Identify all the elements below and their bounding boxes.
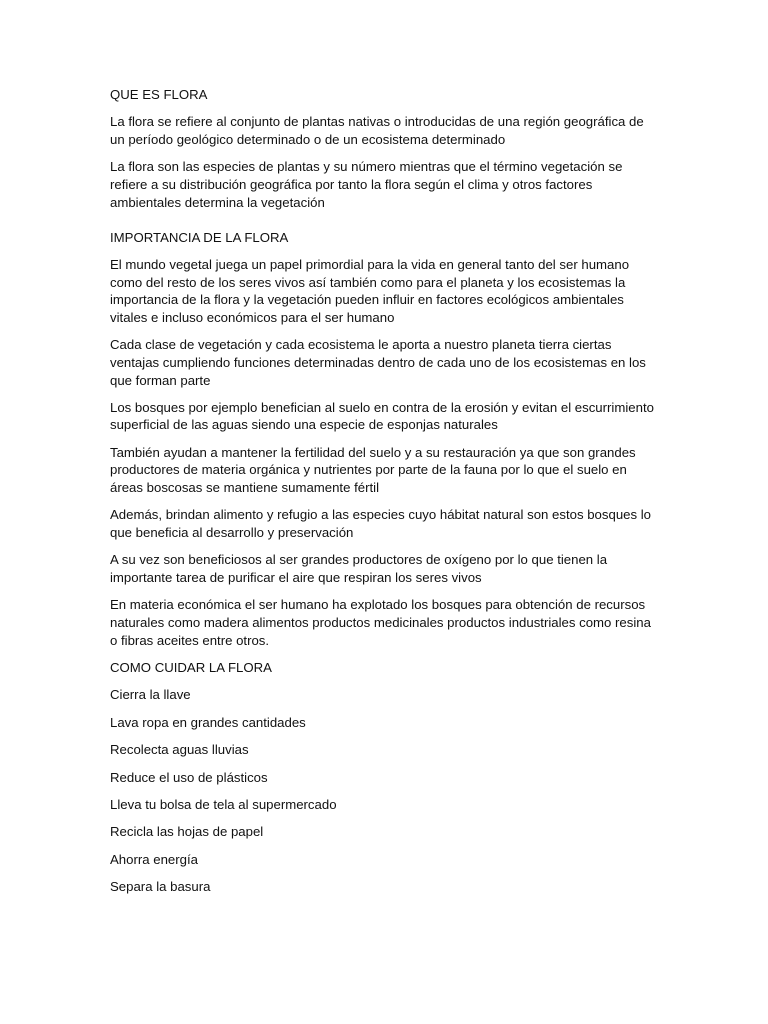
list-item: Lleva tu bolsa de tela al supermercado (110, 796, 337, 812)
list-item: Reduce el uso de plásticos (110, 769, 268, 785)
paragraph: En materia económica el ser humano ha explotado los bosques para obtención de recursos naturales como madera alimentos productos medicinales productos industriales como resina o fibras aceites entre otros. (110, 597, 651, 648)
list-item: Ahorra energía (110, 851, 198, 867)
document-body (110, 86, 660, 906)
list-item: Separa la basura (110, 879, 211, 895)
list-item: Cierra la llave (110, 687, 191, 703)
paragraph: A su vez son beneficiosos al ser grandes productores de oxígeno por lo que tienen la importante tarea de purificar el aire que respiran los seres vivos (110, 552, 608, 586)
paragraph: También ayudan a mantener la fertilidad del suelo y a su restauración ya que son grandes productores de materia orgánica y nutrientes por parte de la fauna por lo que el suelo en áreas boscosas se mantiene sumamente fértil (110, 444, 636, 496)
heading-importancia-de-la-flora: IMPORTANCIA DE LA FLORA (110, 229, 289, 245)
paragraph: El mundo vegetal juega un papel primordial para la vida en general tanto del ser humano como del resto de los seres vivos así también como para el planeta y los ecosistemas la importancia de la flora y la vegetación pueden influir en factores ecológicos ambientales vitales e incluso económicos para el ser humano (110, 257, 630, 325)
list-item: Recolecta aguas lluvias (110, 742, 249, 758)
list-item: Recicla las hojas de papel (110, 824, 264, 840)
heading-como-cuidar-la-flora: COMO CUIDAR LA FLORA (110, 660, 272, 675)
paragraph: Cada clase de vegetación y cada ecosistema le aporta a nuestro planeta tierra ciertas ventajas cumpliendo funciones determinadas dentro de cada uno de los ecosistemas en los que forman parte (110, 337, 646, 388)
paragraph: Además, brindan alimento y refugio a las especies cuyo hábitat natural son estos bosques lo que beneficia al desarrollo y preservación (110, 507, 652, 541)
paragraph: La flora se refiere al conjunto de plantas nativas o introducidas de una región geográfica de un período geológico determinado o de un ecosistema determinado (110, 114, 644, 147)
heading-que-es-flora: QUE ES FLORA (110, 87, 208, 102)
list-item: Lava ropa en grandes cantidades (110, 714, 306, 730)
paragraph: Los bosques por ejemplo benefician al suelo en contra de la erosión y evitan el escurrimiento superficial de las aguas siendo una especie de esponjas naturales (110, 399, 654, 433)
paragraph: La flora son las especies de plantas y su número mientras que el término vegetación se refiere a su distribución geográfica por tanto la flora según el clima y otros factores ambientales determina la vegetación (110, 159, 623, 210)
